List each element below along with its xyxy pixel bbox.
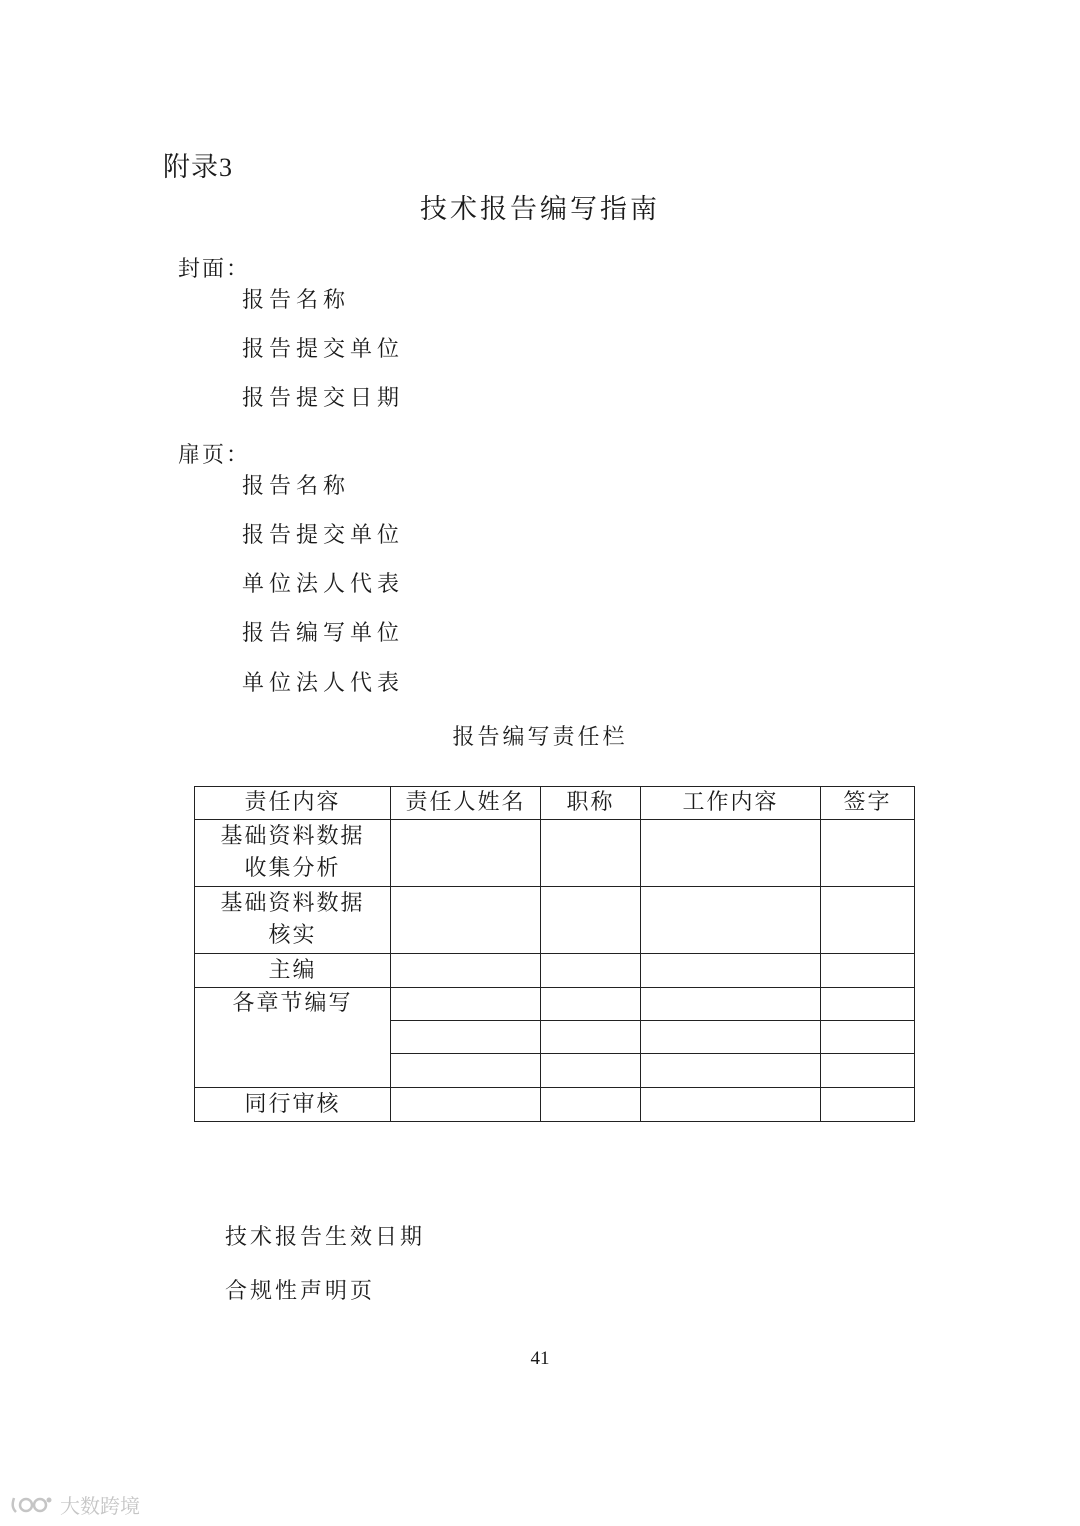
blank-cell <box>641 988 821 1021</box>
blank-cell <box>541 954 641 988</box>
row-label-line: 基础资料数据 <box>220 891 365 916</box>
title-page-item: 报告名称 <box>242 474 351 499</box>
table-row <box>195 988 915 1021</box>
blank-cell <box>641 820 821 887</box>
cover-heading: 封面： <box>178 257 251 282</box>
blank-cell <box>391 988 541 1021</box>
effective-date-label: 技术报告生效日期 <box>225 1225 426 1250</box>
table-title: 报告编写责任栏 <box>452 725 628 750</box>
cover-item: 报告提交单位 <box>242 337 405 362</box>
row-label-line: 基础资料数据 <box>220 824 365 849</box>
title-page-item: 报告编写单位 <box>242 621 405 646</box>
row-label-line: 收集分析 <box>244 856 341 881</box>
title-page-item: 单位法人代表 <box>242 671 405 696</box>
table-row <box>195 1088 915 1122</box>
blank-cell <box>391 1088 541 1122</box>
table-row <box>195 820 915 887</box>
appendix-number: 3 <box>219 153 233 182</box>
title-page-heading: 扉页： <box>178 443 251 468</box>
blank-cell <box>541 1088 641 1122</box>
row-label-line: 核实 <box>268 923 317 948</box>
row-label-cell: 主编 <box>195 954 391 988</box>
blank-cell <box>821 954 915 988</box>
title-page-item: 单位法人代表 <box>242 572 405 597</box>
blank-cell <box>541 988 641 1021</box>
cover-item: 报告名称 <box>242 288 351 313</box>
header-cell: 责任内容 <box>195 787 391 820</box>
page-number: 41 <box>530 1348 550 1369</box>
blank-cell <box>641 1088 821 1122</box>
row-label-cell: 同行审核 <box>195 1088 391 1122</box>
header-cell: 职称 <box>541 787 641 820</box>
blank-cell <box>821 1021 915 1054</box>
cover-item: 报告提交日期 <box>242 386 405 411</box>
blank-cell <box>641 1021 821 1054</box>
blank-cell <box>541 887 641 954</box>
blank-cell <box>821 1088 915 1122</box>
watermark-text: 大数跨境 <box>60 1494 140 1518</box>
blank-cell <box>641 954 821 988</box>
document-title: 技术报告编写指南 <box>420 194 660 225</box>
watermark-logo-icon <box>10 1494 54 1516</box>
blank-cell <box>641 887 821 954</box>
row-label-cell <box>195 820 391 887</box>
title-page-item: 报告提交单位 <box>242 523 405 548</box>
blank-cell <box>821 820 915 887</box>
blank-cell <box>821 1054 915 1088</box>
table-row <box>195 887 915 954</box>
header-cell: 工作内容 <box>641 787 821 820</box>
blank-cell <box>541 820 641 887</box>
watermark <box>10 1490 140 1519</box>
header-cell: 责任人姓名 <box>391 787 541 820</box>
blank-cell <box>391 887 541 954</box>
row-label-cell: 各章节编写 <box>195 988 391 1088</box>
appendix-text: 附录 <box>163 152 219 183</box>
blank-cell <box>391 954 541 988</box>
row-label-cell <box>195 887 391 954</box>
blank-cell <box>391 1021 541 1054</box>
blank-cell <box>391 1054 541 1088</box>
table-row <box>195 954 915 988</box>
blank-cell <box>541 1021 641 1054</box>
appendix-label <box>163 145 233 184</box>
blank-cell <box>391 820 541 887</box>
blank-cell <box>821 887 915 954</box>
table-header-row <box>195 787 915 820</box>
compliance-label: 合规性声明页 <box>225 1279 376 1304</box>
blank-cell <box>541 1054 641 1088</box>
header-cell: 签字 <box>821 787 915 820</box>
responsibility-table <box>194 786 915 1122</box>
blank-cell <box>821 988 915 1021</box>
blank-cell <box>641 1054 821 1088</box>
